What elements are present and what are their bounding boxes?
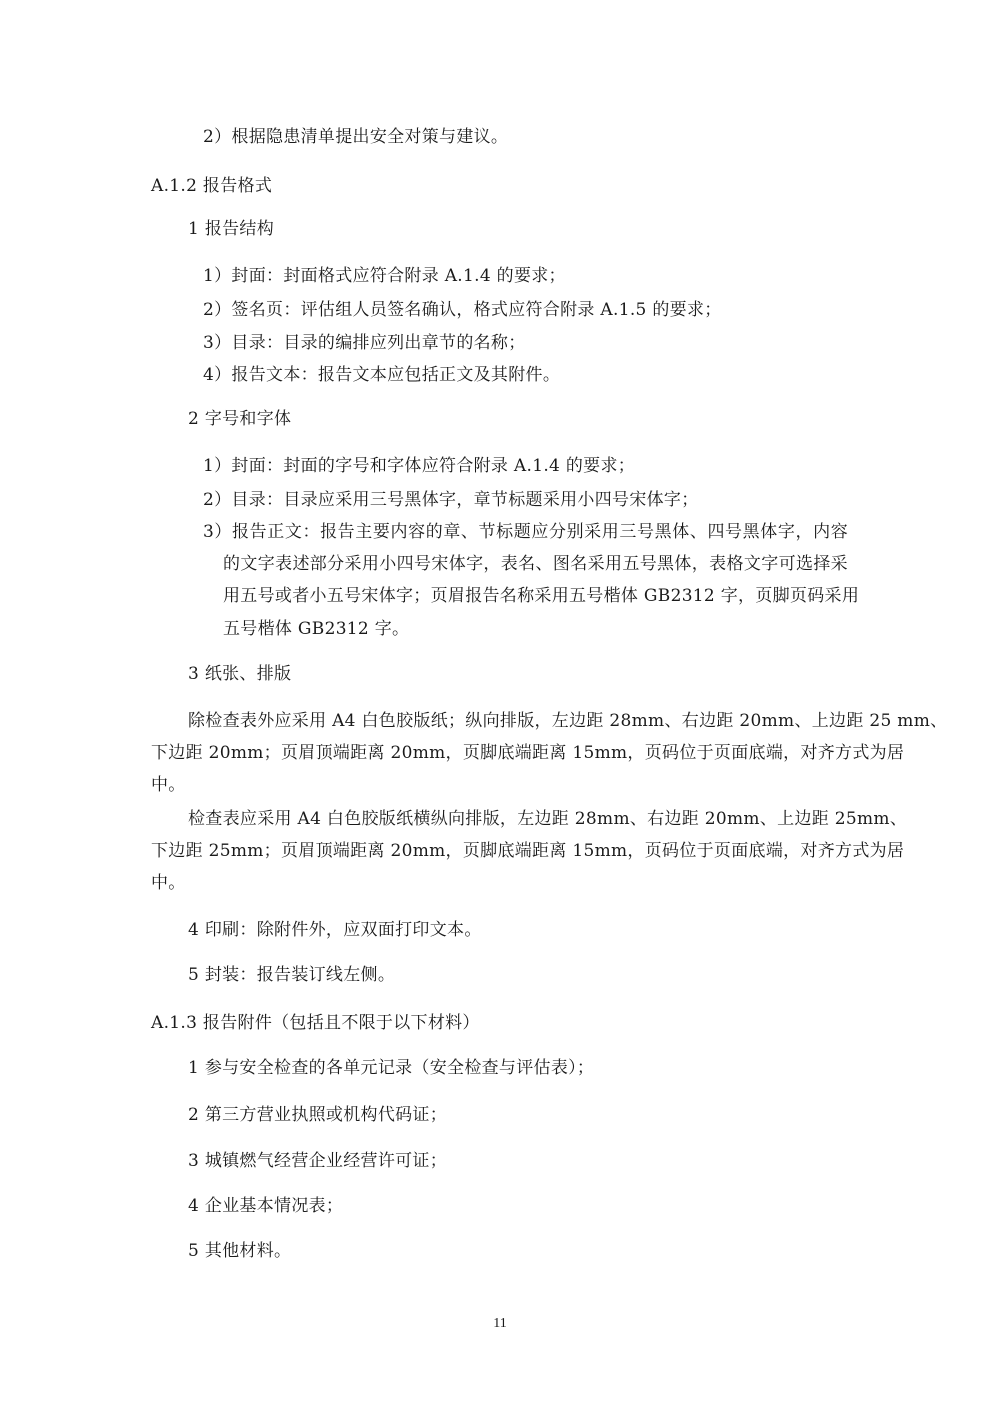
paragraph-line: 中。	[151, 873, 186, 893]
list-item: 1）封面：封面的字号和字体应符合附录 A.1.4 的要求；	[203, 456, 636, 476]
page-number: 11	[493, 1316, 507, 1331]
text-line: 用五号或者小五号宋体字；页眉报告名称采用五号楷体 GB2312 字，页脚页码采用	[223, 586, 860, 606]
list-item: 4）报告文本：报告文本应包括正文及其附件。	[203, 365, 561, 385]
paragraph-line: 中。	[151, 775, 186, 795]
text-line: 的文字表述部分采用小四号宋体字，表名、图名采用五号黑体，表格文字可选择采	[223, 554, 848, 574]
paragraph-line: 检查表应采用 A4 白色胶版纸横纵向排版，左边距 28mm、右边距 20mm、上边距 25mm、	[188, 809, 908, 829]
list-item: 3）报告正文：报告主要内容的章、节标题应分别采用三号黑体、四号黑体字，内容	[203, 522, 848, 542]
list-item: 5 其他材料。	[188, 1241, 292, 1261]
paragraph-line: 下边距 25mm；页眉顶端距离 20mm，页脚底端距离 15mm，页码位于页面底端，对齐方式为居	[151, 841, 905, 861]
section-heading: A.1.2 报告格式	[151, 176, 273, 196]
subsection-heading: 1 报告结构	[188, 219, 275, 239]
list-item: 3）目录：目录的编排应列出章节的名称；	[203, 333, 526, 353]
subsection-heading: 3 纸张、排版	[188, 664, 292, 684]
subsection-heading: 4 印刷：除附件外，应双面打印文本。	[188, 920, 482, 940]
list-item: 3 城镇燃气经营企业经营许可证；	[188, 1151, 448, 1171]
list-item: 2）目录：目录应采用三号黑体字，章节标题采用小四号宋体字；	[203, 490, 699, 510]
paragraph-line: 下边距 20mm；页眉顶端距离 20mm，页脚底端距离 15mm，页码位于页面底端，对齐方式为居	[151, 743, 905, 763]
list-item: 1）封面：封面格式应符合附录 A.1.4 的要求；	[203, 266, 566, 286]
text-line: 五号楷体 GB2312 字。	[223, 619, 410, 639]
list-item: 1 参与安全检查的各单元记录（安全检查与评估表）；	[188, 1058, 595, 1078]
paragraph-line: 除检查表外应采用 A4 白色胶版纸；纵向排版，左边距 28mm、右边距 20mm、上边距 25 mm、	[188, 711, 948, 731]
subsection-heading: 2 字号和字体	[188, 409, 292, 429]
text-line: 2）根据隐患清单提出安全对策与建议。	[203, 127, 509, 147]
list-item: 2）签名页：评估组人员签名确认，格式应符合附录 A.1.5 的要求；	[203, 300, 722, 320]
list-item: 4 企业基本情况表；	[188, 1196, 344, 1216]
list-item: 2 第三方营业执照或机构代码证；	[188, 1105, 448, 1125]
subsection-heading: 5 封装：报告装订线左侧。	[188, 965, 396, 985]
section-heading: A.1.3 报告附件（包括且不限于以下材料）	[151, 1013, 480, 1033]
